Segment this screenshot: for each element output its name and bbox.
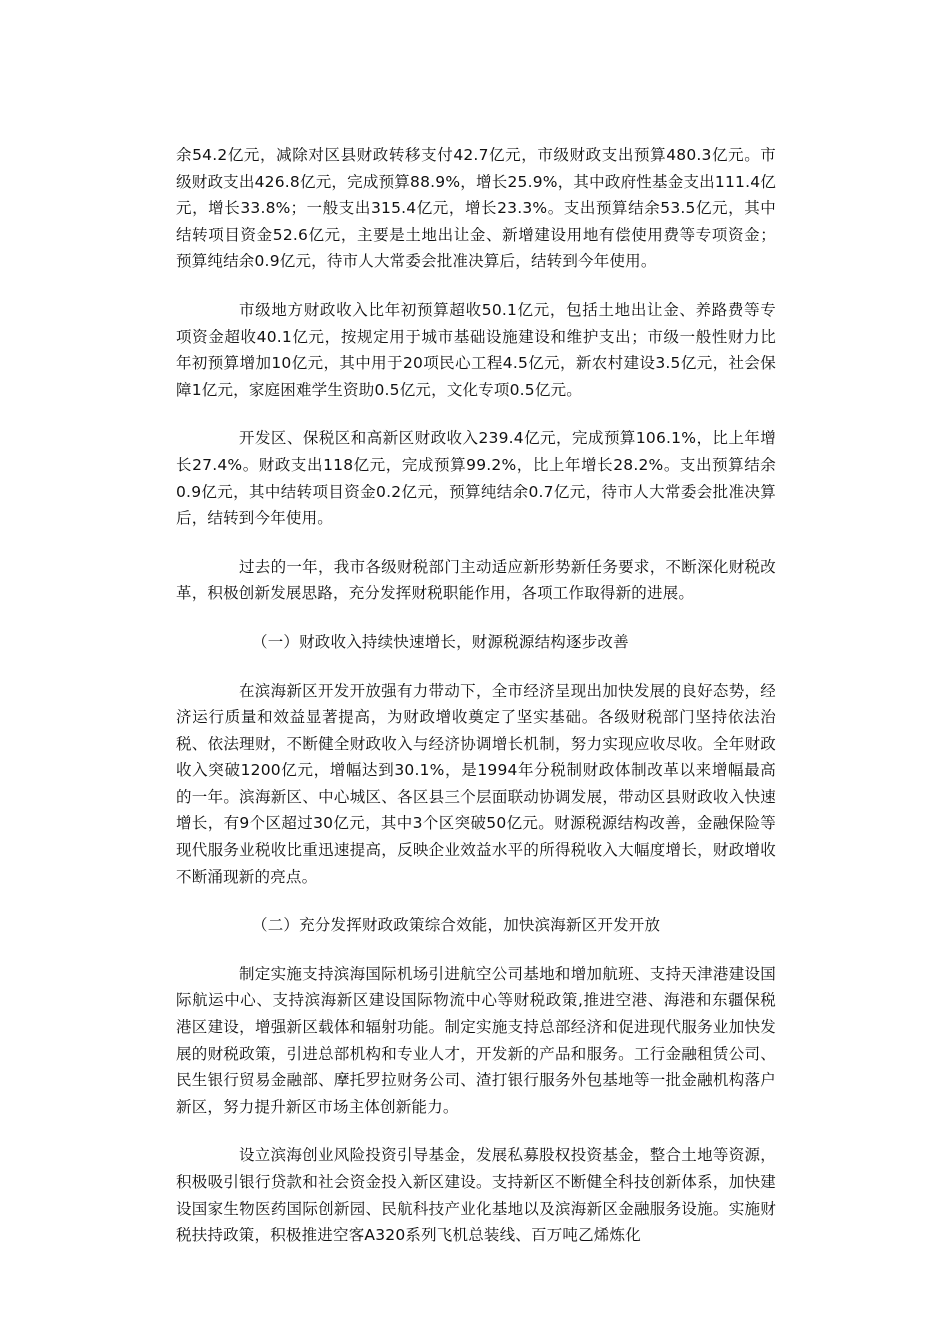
- document-page: [176, 142, 776, 1249]
- paragraph-continuation: 余54.2亿元，减除对区县财政转移支付42.7亿元，市级财政支出预算480.3亿元。市级财政支出426.8亿元，完成预算88.9%，增长25.9%，其中政府性基金支出111.4亿元，增长33.8%；一般支出315.4亿元，增长23.3%。支出预算结余53.5亿元，其中结转项目资金52.6亿元，主要是土地出让金、新增建设用地有偿使用费等专项资金；预算纯结余0.9亿元，待市人大常委会批准决算后，结转到今年使用。: [176, 146, 776, 271]
- section-heading-2: （二）充分发挥财政政策综合效能，加快滨海新区开发开放: [252, 916, 661, 935]
- section-heading-1: （一）财政收入持续快速增长，财源税源结构逐步改善: [252, 632, 629, 651]
- paragraph-revenue-growth: 在滨海新区开发开放强有力带动下，全市经济呈现出加快发展的良好态势，经济运行质量和效益显著提高，为财政增收奠定了坚实基础。各级财税部门坚持依法治税、依法理财，不断健全财政收入与经济协调增长机制，努力实现应收尽收。全年财政收入突破1200亿元，增幅达到30.1%，是1994年分税制财政体制改革以来增幅最高的一年。滨海新区、中心城区、各区县三个层面联动协调发展，带动区县财政收入快速增长，有9个区超过30亿元，其中3个区突破50亿元。财源税源结构改善，金融保险等现代服务业税收比重迅速提高，反映企业效益水平的所得税收入大幅度增长，财政增收不断涌现新的亮点。: [176, 681, 776, 886]
- paragraph-past-year-summary: 过去的一年，我市各级财税部门主动适应新形势新任务要求，不断深化财税改革，积极创新发展思路，充分发挥财税职能作用，各项工作取得新的进展。: [176, 557, 776, 603]
- paragraph-development-zones: 开发区、保税区和高新区财政收入239.4亿元，完成预算106.1%，比上年增长27.4%。财政支出118亿元，完成预算99.2%，比上年增长28.2%。支出预算结余0.9亿元，其中结转项目资金0.2亿元，预算纯结余0.7亿元，待市人大常委会批准决算后，结转到今年使用。: [176, 429, 776, 528]
- paragraph-binhai-policies: 制定实施支持滨海国际机场引进航空公司基地和增加航班、支持天津港建设国际航运中心、支持滨海新区建设国际物流中心等财税政策,推进空港、海港和东疆保税港区建设，增强新区载体和辐射功能。制定实施支持总部经济和促进现代服务业加快发展的财税政策，引进总部机构和专业人才，开发新的产品和服务。工行金融租赁公司、民生银行贸易金融部、摩托罗拉财务公司、渣打银行服务外包基地等一批金融机构落户新区，努力提升新区市场主体创新能力。: [176, 964, 776, 1116]
- paragraph-city-revenue-surplus: 市级地方财政收入比年初预算超收50.1亿元，包括土地出让金、养路费等专项资金超收40.1亿元，按规定用于城市基础设施建设和维护支出；市级一般性财力比年初预算增加10亿元，其中用于20项民心工程4.5亿元，新农村建设3.5亿元，社会保障1亿元，家庭困难学生资助0.5亿元，文化专项0.5亿元。: [176, 300, 776, 399]
- paragraph-venture-fund: 设立滨海创业风险投资引导基金，发展私募股权投资基金，整合土地等资源，积极吸引银行贷款和社会资金投入新区建设。支持新区不断健全科技创新体系，加快建设国家生物医药国际创新园、民航科技产业化基地以及滨海新区金融服务设施。实施财税扶持政策，积极推进空客A320系列飞机总装线、百万吨乙烯炼化: [176, 1146, 776, 1245]
